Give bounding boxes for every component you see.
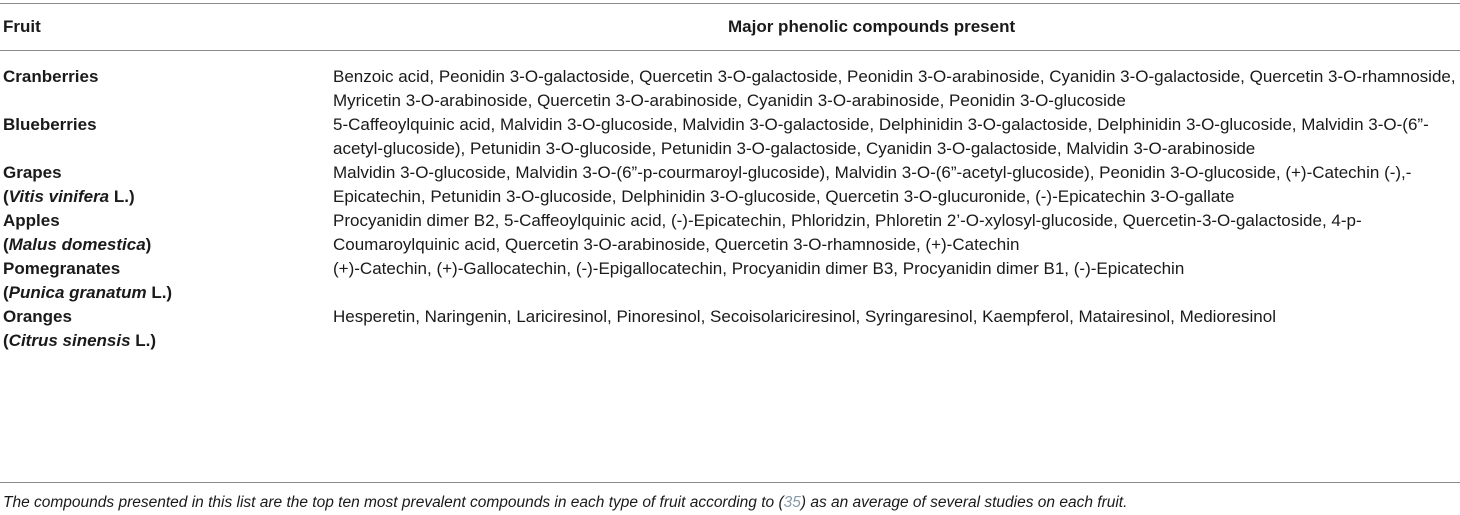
- table-top-rule: [0, 3, 1460, 4]
- scientific-name-suffix: L.): [130, 331, 157, 350]
- table-row: [0, 65, 1460, 113]
- scientific-name-italic: Citrus sinensis: [8, 331, 131, 350]
- scientific-name-italic: Punica granatum: [8, 283, 147, 302]
- table-bottom-rule: [0, 482, 1460, 483]
- table-row: [0, 161, 1460, 209]
- fruit-cell: [0, 113, 333, 161]
- table-row: [0, 257, 1460, 305]
- table-row: [0, 209, 1460, 257]
- scientific-name-italic: Malus domestica: [8, 235, 146, 254]
- compounds-cell: Benzoic acid, Peonidin 3-O-galactoside, Quercetin 3-O-galactoside, Peonidin 3-O-arabinoside, Cyanidin 3-O-galactoside, Quercetin 3-O-rhamnoside, Myricetin 3-O-arabinoside, Quercetin 3-O-arabinoside, Cyanidin 3-O-arabinoside, Peonidin 3-O-glucoside: [333, 67, 1456, 110]
- compounds-cell: Procyanidin dimer B2, 5-Caffeoylquinic acid, (-)-Epicatechin, Phloridzin, Phloretin 2’-O-xylosyl-glucoside, Quercetin-3-O-galactoside, 4-p-Coumaroylquinic acid, Quercetin 3-O-arabinoside, Quercetin 3-O-rhamnoside, (+)-Catechin: [333, 211, 1362, 254]
- reference-link[interactable]: 35: [783, 494, 801, 511]
- compounds-cell: (+)-Catechin, (+)-Gallocatechin, (-)-Epigallocatechin, Procyanidin dimer B3, Procyanidin dimer B1, (-)-Epicatechin: [333, 259, 1185, 278]
- table-row: [0, 305, 1460, 353]
- scientific-name-suffix: L.): [109, 187, 135, 206]
- fruit-cell: [0, 305, 333, 353]
- fruit-name: Oranges: [3, 307, 72, 326]
- table-body: [0, 65, 1460, 353]
- scientific-name: (Vitis vinifera L.): [3, 187, 135, 206]
- compounds-cell: Malvidin 3-O-glucoside, Malvidin 3-O-(6”-p-courmaroyl-glucoside), Malvidin 3-O-(6”-acetyl-glucoside), Peonidin 3-O-glucoside, (+)-Catechin (-),-Epicatechin, Petunidin 3-O-glucoside, Delphinidin 3-O-glucoside, Quercetin 3-O-glucuronide, (-)-Epicatechin 3-O-gallate: [333, 163, 1412, 206]
- scientific-name-italic: Vitis vinifera: [8, 187, 110, 206]
- fruit-name: Cranberries: [3, 67, 99, 86]
- column-header-compounds: Major phenolic compounds present: [728, 17, 1016, 36]
- footnote-text-before: The compounds presented in this list are the top ten most prevalent compounds in each type of fruit according to (: [3, 494, 784, 511]
- compounds-cell: 5-Caffeoylquinic acid, Malvidin 3-O-glucoside, Malvidin 3-O-galactoside, Delphinidin 3-O-galactoside, Delphinidin 3-O-glucoside, Malvidin 3-O-(6”-acetyl-glucoside), Petunidin 3-O-glucoside, Petunidin 3-O-galactoside, Cyanidin 3-O-galactoside, Malvidin 3-O-arabinoside: [333, 115, 1429, 158]
- column-header-fruit: Fruit: [3, 17, 41, 36]
- fruit-cell: [0, 257, 333, 305]
- scientific-name: (Punica granatum L.): [3, 283, 173, 302]
- scientific-name: (Citrus sinensis L.): [3, 331, 157, 350]
- fruit-name: Pomegranates: [3, 259, 121, 278]
- table-footnote: [3, 494, 1127, 512]
- table-header-rule: [0, 50, 1460, 51]
- scientific-name-suffix: ): [145, 235, 152, 254]
- fruit-cell: [0, 65, 333, 113]
- table-row: [0, 113, 1460, 161]
- scientific-name: (Malus domestica): [3, 235, 152, 254]
- fruit-name: Grapes: [3, 163, 62, 182]
- fruit-cell: [0, 209, 333, 257]
- scientific-name-suffix: L.): [146, 283, 173, 302]
- compounds-cell: Hesperetin, Naringenin, Lariciresinol, Pinoresinol, Secoisolariciresinol, Syringaresinol, Kaempferol, Matairesinol, Medioresinol: [333, 307, 1276, 326]
- fruit-name: Apples: [3, 211, 60, 230]
- fruit-name: Blueberries: [3, 115, 97, 134]
- footnote-text-after: ) as an average of several studies on each fruit.: [800, 494, 1128, 511]
- fruit-cell: [0, 161, 333, 209]
